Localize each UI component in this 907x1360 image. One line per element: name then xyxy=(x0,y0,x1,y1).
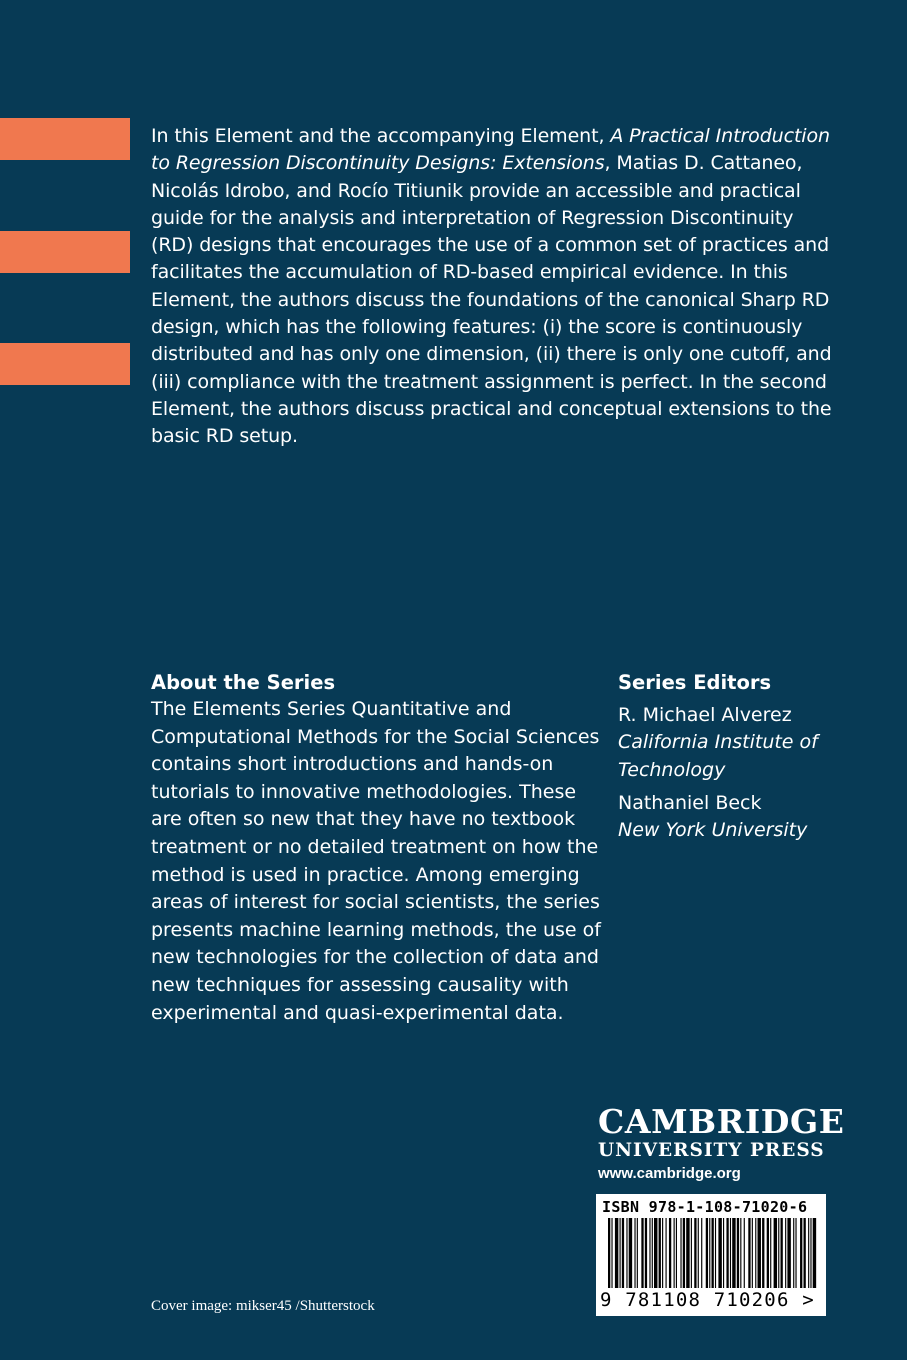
editor-entry xyxy=(618,702,878,784)
editor-name: Nathaniel Beck xyxy=(618,791,762,814)
barcode-bar xyxy=(691,1218,692,1288)
barcode-bar xyxy=(626,1218,627,1288)
barcode-bar xyxy=(737,1218,739,1288)
book-blurb xyxy=(151,123,841,451)
barcode-bar xyxy=(676,1218,677,1288)
publisher-url: www.cambridge.org xyxy=(598,1165,741,1182)
barcode-bar xyxy=(755,1218,756,1288)
barcode-bar xyxy=(785,1218,786,1288)
barcode-bar xyxy=(808,1218,809,1288)
barcode-bar xyxy=(715,1218,716,1288)
barcode-bar xyxy=(611,1218,612,1288)
barcode-bar xyxy=(793,1218,794,1288)
barcode-bar xyxy=(781,1218,783,1288)
barcode-bar xyxy=(726,1218,728,1288)
barcode-bar xyxy=(680,1218,681,1288)
barcode-bar xyxy=(652,1218,653,1288)
editor-affiliation: New York University xyxy=(618,819,808,842)
barcode-bar xyxy=(629,1218,632,1288)
barcode-bar xyxy=(637,1218,638,1288)
barcode-bar xyxy=(744,1218,745,1288)
barcode-bar xyxy=(730,1218,731,1288)
barcode-bar xyxy=(767,1218,769,1288)
barcode-bar xyxy=(654,1218,657,1288)
publisher-logo xyxy=(598,1102,845,1184)
barcode-bar xyxy=(620,1218,621,1288)
barcode-bar xyxy=(752,1218,753,1288)
barcode-digits: 9 781108 710206 > xyxy=(600,1289,815,1311)
barcode-bar xyxy=(615,1218,618,1288)
orange-stripe-1 xyxy=(0,118,130,160)
barcode-bar xyxy=(732,1218,735,1288)
orange-stripe-2 xyxy=(0,231,130,273)
editor-name: R. Michael Alverez xyxy=(618,704,792,726)
barcode-bar xyxy=(800,1218,802,1288)
barcode-bar xyxy=(810,1218,811,1288)
barcode-bar xyxy=(641,1218,643,1288)
barcode-bar xyxy=(622,1218,624,1288)
about-series xyxy=(151,669,611,1027)
editor-entry xyxy=(618,790,878,845)
companion-title: A Practical Introduction to Regression Discontinuity Designs: Extensions xyxy=(151,125,830,175)
barcode-bar xyxy=(804,1218,806,1288)
barcode-bar xyxy=(645,1218,647,1288)
barcode-bar xyxy=(762,1218,764,1288)
barcode-bar xyxy=(662,1218,663,1288)
blurb-intro: In this Element and the accompanying Element, xyxy=(151,125,611,147)
editor-affiliation: California Institute of Technology xyxy=(618,731,818,781)
barcode-bars xyxy=(600,1218,822,1290)
editors-heading: Series Editors xyxy=(618,671,772,694)
barcode-bar xyxy=(694,1218,696,1288)
barcode-bar xyxy=(770,1218,771,1288)
about-heading: About the Series xyxy=(151,671,336,694)
barcode-bar xyxy=(608,1218,610,1288)
isbn-barcode xyxy=(596,1194,826,1316)
publisher-subtitle: UNIVERSITY PRESS xyxy=(598,1140,825,1161)
barcode-bar xyxy=(669,1218,671,1288)
barcode-bar xyxy=(774,1218,777,1288)
barcode-bar xyxy=(709,1218,710,1288)
barcode-bar xyxy=(787,1218,790,1288)
barcode-bar xyxy=(698,1218,699,1288)
cover-image-credit: Cover image: mikser45 /Shutterstock xyxy=(151,1298,375,1314)
barcode-bar xyxy=(740,1218,741,1288)
barcode-bar xyxy=(659,1218,661,1288)
blurb-rest: , Matias D. Cattaneo, Nicolás Idrobo, and Rocío Titiunik provide an accessible and practical guide for the analysis and interpretation of Regression Discontinuity (RD) designs that encourages the use of a common set of practices and facilitates the accumulation of RD-based empirical evidence. In this Element, the authors discuss the foundations of the canonical Sharp RD design, which has the following features: (i) the score is continuously distributed and has only one dimension, (ii) there is only one cutoff, and (iii) compliance with the treatment assignment is perfect. In the second Element, the authors discuss practical and conceptual extensions to the basic RD setup. xyxy=(151,152,832,448)
about-body: The Elements Series Quantitative and Computational Methods for the Social Sciences contains short introductions and hands-on tutorials to innovative methodologies. These are often so new that they have no textbook treatment or no detailed treatment on how the method is used in practice. Among emerging areas of interest for social scientists, the series presents machine learning methods, the use of new technologies for the collection of data and new techniques for assessing causality with experimental and quasi-experimental data. xyxy=(151,698,601,1024)
barcode-bar xyxy=(701,1218,702,1288)
barcode-bar xyxy=(706,1218,708,1288)
isbn-label: ISBN 978-1-108-71020-6 xyxy=(602,1198,808,1216)
series-editors xyxy=(618,669,878,844)
barcode-bar xyxy=(686,1218,689,1288)
barcode-bar xyxy=(683,1218,685,1288)
orange-stripe-3 xyxy=(0,343,130,385)
barcode-bar xyxy=(718,1218,721,1288)
barcode-bar xyxy=(634,1218,635,1288)
barcode-bar xyxy=(748,1218,750,1288)
barcode-bar xyxy=(649,1218,650,1288)
barcode-bar xyxy=(758,1218,761,1288)
barcode-bar xyxy=(674,1218,675,1288)
barcode-bar xyxy=(778,1218,779,1288)
barcode-bar xyxy=(723,1218,724,1288)
barcode-bar xyxy=(795,1218,796,1288)
barcode-bar xyxy=(712,1218,714,1288)
publisher-name: CAMBRIDGE xyxy=(598,1102,845,1141)
barcode-bar xyxy=(813,1218,816,1288)
barcode-bar xyxy=(666,1218,667,1288)
